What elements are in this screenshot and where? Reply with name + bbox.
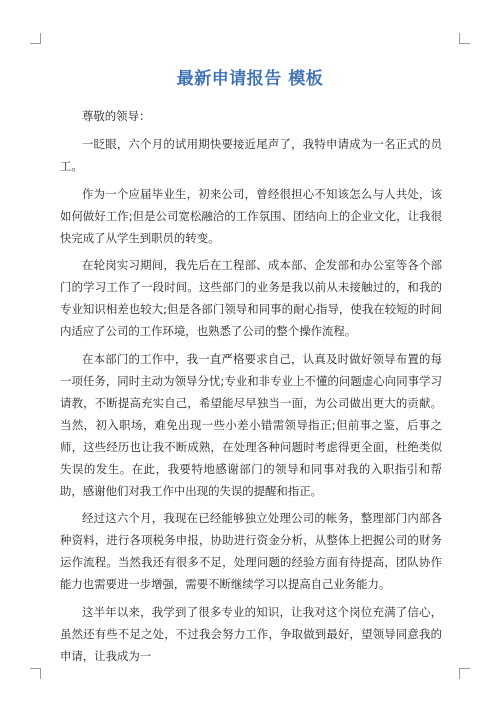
paragraph: 一眨眼，六个月的试用期快要接近尾声了，我特申请成为一名正式的员工。 <box>60 136 442 173</box>
crop-mark-bottom-left <box>30 668 41 679</box>
paragraph: 作为一个应届毕业生，初来公司，曾经很担心不知该怎么与人共处，该如何做好工作;但是公司宽松融洽的工作氛围、团结向上的企业文化，让我很快完成了从学生到职员的转变。 <box>60 186 442 245</box>
crop-mark-top-left <box>30 33 41 44</box>
paragraph: 经过这六个月，我现在已经能够独立处理公司的帐务，整理部门内部各种资料，进行各项税务申报，协助进行资金分析，从整体上把握公司的财务运作流程。当然我还有很多不足，处理问题的经验方面有待提高，团队协作能力也需要进一步增强，需要不断继续学习以提高自己业务能力。 <box>60 511 442 592</box>
document-body <box>60 106 442 674</box>
crop-mark-bottom-right <box>459 668 470 679</box>
paragraph: 在轮岗实习期间，我先后在工程部、成本部、企发部和办公室等各个部门的学习工作了一段时间。这些部门的业务是我以前从未接触过的，和我的专业知识相差也较大;但是各部门领导和同事的耐心指导，使我在较短的时间内适应了公司的工作环境，也熟悉了公司的整个操作流程。 <box>60 258 442 339</box>
document-title: 最新申请报告 模板 <box>176 69 324 89</box>
crop-mark-top-right <box>459 33 470 44</box>
paragraph: 这半年以来，我学到了很多专业的知识，让我对这个岗位充满了信心，虽然还有些不足之处，不过我会努力工作，争取做到最好，望领导同意我的申请，让我成为一 <box>60 605 442 663</box>
paragraph: 在本部门的工作中，我一直严格要求自己，认真及时做好领导布置的每一项任务，同时主动为领导分忧;专业和非专业上不懂的问题虚心向同事学习请教，不断提高充实自己，希望能尽早独当一面，为公司做出更大的贡献。当然，初入职场，难免出现一些小差小错需领导指正;但前事之鉴，后事之师，这些经历也让我不断成熟，在处理各种问题时考虑得更全面，杜绝类似失误的发生。在此，我要特地感谢部门的领导和同事对我的入职指引和帮助，感谢他们对我工作中出现的失误的提醒和指正。 <box>60 352 442 498</box>
salutation: 尊敬的领导： <box>82 109 151 123</box>
